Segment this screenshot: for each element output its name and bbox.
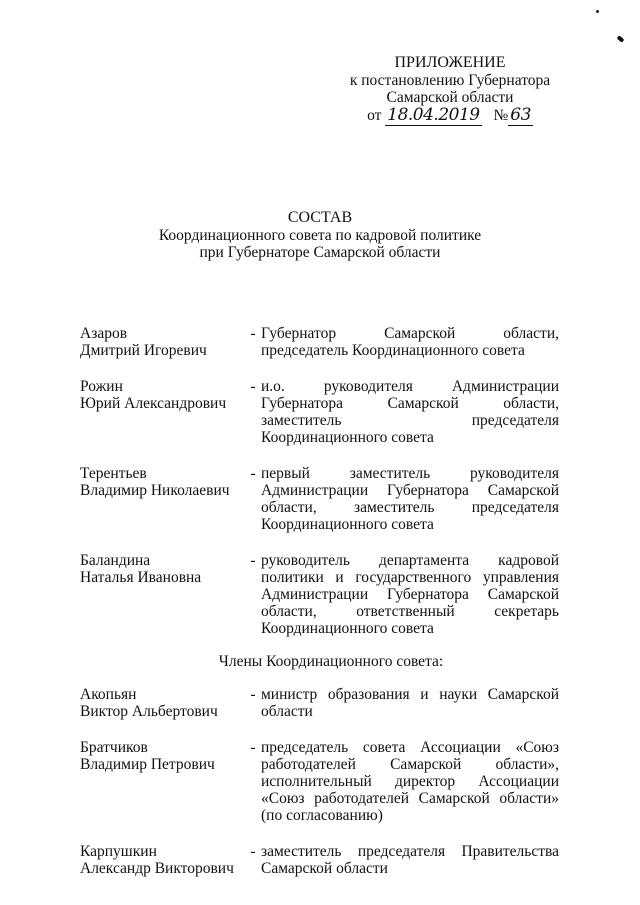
member-surname: Баландина [80,552,151,569]
member-row [80,843,562,877]
member-surname: Братчиков [80,739,148,756]
member-name [80,686,245,720]
handwritten-number: 63 [510,104,531,125]
member-dash: - [250,378,256,395]
appendix-line-1: к постановлению Губернатора [349,71,551,89]
member-given-name: Юрий Александрович [80,395,227,412]
member-row [80,465,562,533]
appendix-title: ПРИЛОЖЕНИЕ [394,54,506,71]
member-surname: Рожин [80,378,123,395]
member-row [80,686,562,720]
member-role: Губернатор Самарской области, председатель Координационного совета [261,325,559,359]
member-given-name: Виктор Альбертович [80,703,218,720]
member-role: председатель совета Ассоциации «Союз работодателей Самарской области», исполнительный директор Ассоциации «Союз работодателей Самарской области» (по согласованию) [261,739,559,824]
document-subtitle-1: Координационного совета по кадровой политике [158,226,482,244]
member-row [80,325,562,359]
member-given-name: Владимир Петрович [80,756,215,773]
member-dash: - [250,739,256,756]
member-name [80,378,245,446]
date-prefix: от [367,106,382,124]
members-list [80,325,562,877]
member-dash: - [250,686,256,703]
member-name [80,325,245,359]
member-given-name: Владимир Николаевич [80,482,230,499]
member-role: заместитель председателя Правительства Самарской области [261,843,559,877]
handwritten-date: 18.04.2019 [387,104,480,125]
member-row [80,378,562,446]
member-surname: Азаров [80,325,128,342]
member-name [80,843,245,877]
members-heading: Члены Координационного совета: [218,653,444,670]
member-surname: Карпушкин [80,843,157,860]
member-role: министр образования и науки Самарской области [261,686,559,720]
appendix-date-line [330,104,570,125]
member-name [80,552,245,637]
member-dash: - [250,325,256,342]
member-name [80,739,245,824]
member-role: первый заместитель руководителя Администрации Губернатора Самарской области, заместитель председателя Координационного совета [261,465,559,533]
member-name [80,465,245,533]
member-role: руководитель департамента кадровой политики и государственного управления Администрации Губернатора Самарской области, ответственный секретарь Координационного совета [261,552,559,637]
appendix-line-2: Самарской области [386,89,514,106]
member-given-name: Дмитрий Игоревич [80,342,207,359]
appendix-block [330,54,570,124]
member-given-name: Наталья Ивановна [80,569,202,586]
member-dash: - [250,465,256,482]
member-role: и.о. руководителя Администрации Губернатора Самарской области, заместитель председателя Координационного совета [261,378,559,446]
document-title-block [0,209,640,262]
document-title: СОСТАВ [287,209,353,226]
member-surname: Терентьев [80,465,147,482]
member-row [80,739,562,824]
member-given-name: Александр Викторович [80,860,234,877]
scan-speck [596,10,599,13]
member-surname: Акопьян [80,686,137,703]
member-dash: - [250,552,256,569]
scan-mark [617,35,625,43]
document-subtitle-2: при Губернаторе Самарской области [199,244,441,261]
member-dash: - [250,843,256,860]
member-row [80,552,562,637]
number-prefix: № [493,106,509,124]
